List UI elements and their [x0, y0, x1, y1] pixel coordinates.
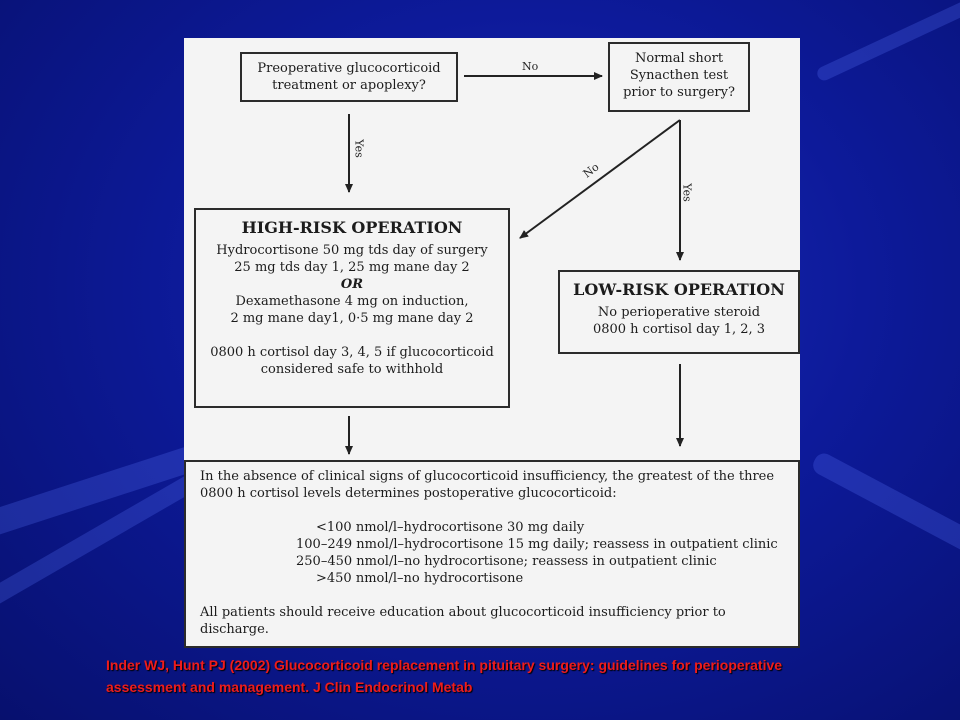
- citation-caption: Inder WJ, Hunt PJ (2002) Glucocorticoid replacement in pituitary surgery: guidelines for perioperative assessment and management. J Clin Endocrinol Metab: [106, 657, 783, 695]
- arrow-synacthen-to-high-risk: [520, 120, 680, 238]
- cortisol-rule: >450 nmol/l–no hydrocortisone: [316, 571, 524, 586]
- edge-label-yes-right: Yes: [680, 183, 694, 202]
- high-risk-operation-box: HIGH-RISK OPERATION Hydrocortisone 50 mg tds day of surgery 25 mg tds day 1, 25 mg mane day 2 OR Dexamethasone 4 mg on induction, 2 mg mane day1, 0·5 mg mane day 2 0800 h cortisol day 3, 4, 5 if glucocorticoid considered safe to withhold: [194, 208, 510, 408]
- education-note: All patients should receive education about glucocorticoid insufficiency prior to discharge.: [200, 605, 726, 637]
- low-risk-title: LOW-RISK OPERATION: [573, 280, 785, 299]
- high-risk-title: HIGH-RISK OPERATION: [241, 218, 463, 237]
- background-streak: [810, 450, 960, 554]
- edge-label-yes-left: Yes: [352, 139, 366, 158]
- flowchart-panel: [184, 38, 800, 648]
- cortisol-rule: 100–249 nmol/l–hydrocortisone 15 mg daily; reassess in outpatient clinic: [296, 537, 778, 552]
- cortisol-rule: 250–450 nmol/l–no hydrocortisone; reassess in outpatient clinic: [296, 554, 717, 569]
- edge-label-no-top: No: [522, 60, 539, 73]
- synacthen-question-box: Normal short Synacthen test prior to surgery?: [608, 42, 750, 112]
- background-streak: [815, 0, 960, 83]
- preop-question-box: Preoperative glucocorticoid treatment or apoplexy?: [240, 52, 458, 102]
- postoperative-guidance-box: In the absence of clinical signs of glucocorticoid insufficiency, the greatest of the three 0800 h cortisol levels determines postoperative glucocorticoid: <100 nmol/l–hydrocortisone 30 mg daily 100–249 nmol/l–hydrocortisone 15 mg daily; reassess in outpatient clinic 250–450 nmol/l–no hydrocortisone; reassess in outpatient clinic >450 nmol/l–no hydrocortisone All patients should receive education about glucocorticoid insufficiency prior to discharge.: [184, 460, 800, 648]
- cortisol-rule: <100 nmol/l–hydrocortisone 30 mg daily: [316, 520, 585, 535]
- edge-label-no-diagonal: No: [580, 160, 602, 181]
- low-risk-operation-box: LOW-RISK OPERATION No perioperative steroid 0800 h cortisol day 1, 2, 3: [558, 270, 800, 354]
